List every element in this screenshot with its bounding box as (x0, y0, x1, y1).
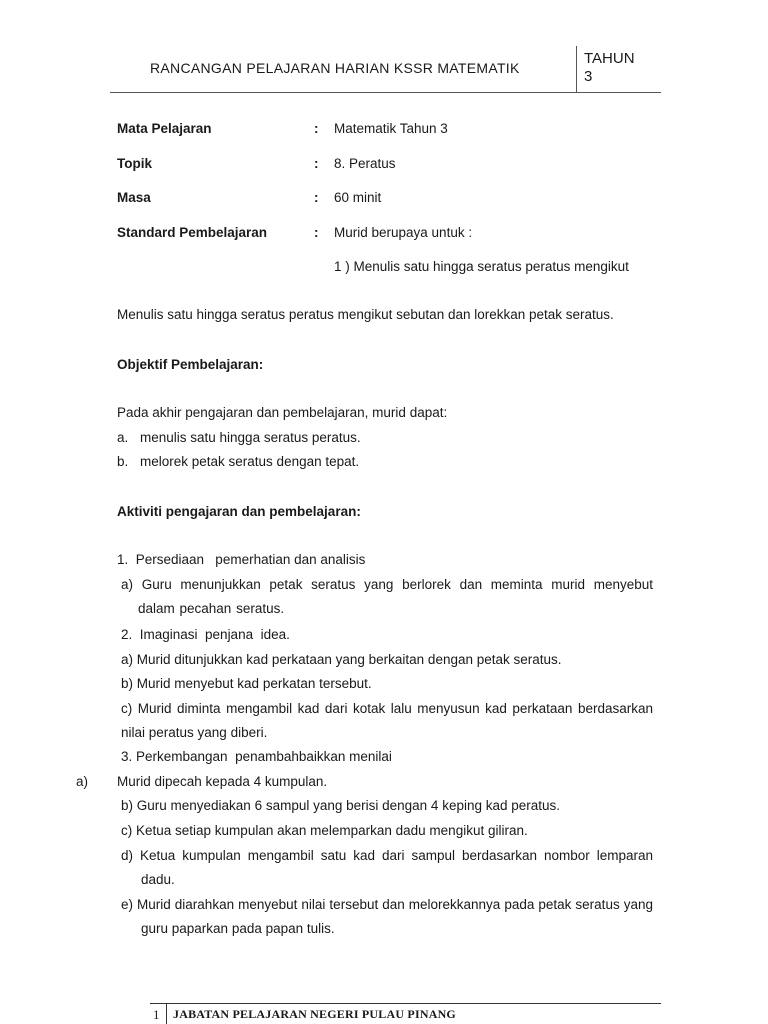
info-colon: : (314, 121, 319, 136)
objective-item: melorek petak seratus dengan tepat. (140, 454, 360, 469)
info-value-subject: Matematik Tahun 3 (334, 121, 448, 136)
objectives-intro: Pada akhir pengajaran dan pembelajaran, murid dapat: (117, 405, 448, 420)
activity-step-3e: e) Murid diarahkan menyebut nilai tersebut dan melorekkannya pada petak seratus yang guru paparkan pada papan tulis. (121, 897, 653, 936)
activities-heading: Aktiviti pengajaran dan pembelajaran: (117, 504, 361, 519)
year-label: TAHUN (584, 50, 635, 67)
activity-step-3c: c) Ketua setiap kumpulan akan melemparkan dadu mengikut giliran. (121, 823, 528, 838)
objective-marker: b. (117, 454, 129, 469)
activity-step-1: 1. Persediaan pemerhatian dan analisis (117, 552, 366, 567)
info-label-duration: Masa (117, 190, 151, 205)
activity-step-2: 2. Imaginasi penjana idea. (121, 627, 290, 642)
activity-step-2a: a) Murid ditunjukkan kad perkataan yang berkaitan dengan petak seratus. (121, 652, 562, 667)
activity-step-2c: c) Murid diminta mengambil kad dari kotak lalu menyusun kad perkataan berdasarkan nilai peratus yang diberi. (121, 701, 653, 740)
activity-step-1a: a) Guru menunjukkan petak seratus yang berlorek dan meminta murid menyebut dalam pecahan seratus. (121, 577, 653, 616)
activity-step-3d: d) Ketua kumpulan mengambil satu kad dari sampul berdasarkan nombor lemparan dadu. (121, 848, 653, 887)
footer-divider (150, 1003, 661, 1004)
page-number: 1 (153, 1007, 160, 1022)
header-divider-horizontal (110, 92, 661, 93)
standard-continuation: Menulis satu hingga seratus peratus mengikut sebutan dan lorekkan petak seratus. (117, 307, 614, 322)
info-value-duration: 60 minit (334, 190, 382, 205)
standard-item: 1 ) Menulis satu hingga seratus peratus mengikut (334, 259, 629, 274)
footer-organization: JABATAN PELAJARAN NEGERI PULAU PINANG (173, 1007, 456, 1021)
activity-step-3a-marker: a) (76, 774, 89, 789)
info-colon: : (314, 225, 319, 240)
header-divider-vertical (576, 46, 577, 93)
objective-item: menulis satu hingga seratus peratus. (140, 430, 361, 445)
info-label-topic: Topik (117, 156, 152, 171)
activity-step-2b: b) Murid menyebut kad perkatan tersebut. (121, 676, 372, 691)
objective-marker: a. (117, 430, 129, 445)
activity-step-3: 3. Perkembangan penambahbaikkan menilai (121, 749, 392, 764)
year-value: 3 (584, 68, 593, 85)
info-label-subject: Mata Pelajaran (117, 121, 212, 136)
activity-step-3a: Murid dipecah kepada 4 kumpulan. (117, 774, 328, 789)
info-colon: : (314, 156, 319, 171)
objectives-heading: Objektif Pembelajaran: (117, 357, 264, 372)
info-value-topic: 8. Peratus (334, 156, 396, 171)
info-colon: : (314, 190, 319, 205)
activity-step-3b: b) Guru menyediakan 6 sampul yang berisi dengan 4 keping kad peratus. (121, 798, 561, 813)
info-value-standard: Murid berupaya untuk : (334, 225, 473, 240)
document-title: RANCANGAN PELAJARAN HARIAN KSSR MATEMATIK (150, 60, 520, 76)
info-label-standard: Standard Pembelajaran (117, 225, 268, 240)
footer-page-divider (166, 1004, 167, 1024)
